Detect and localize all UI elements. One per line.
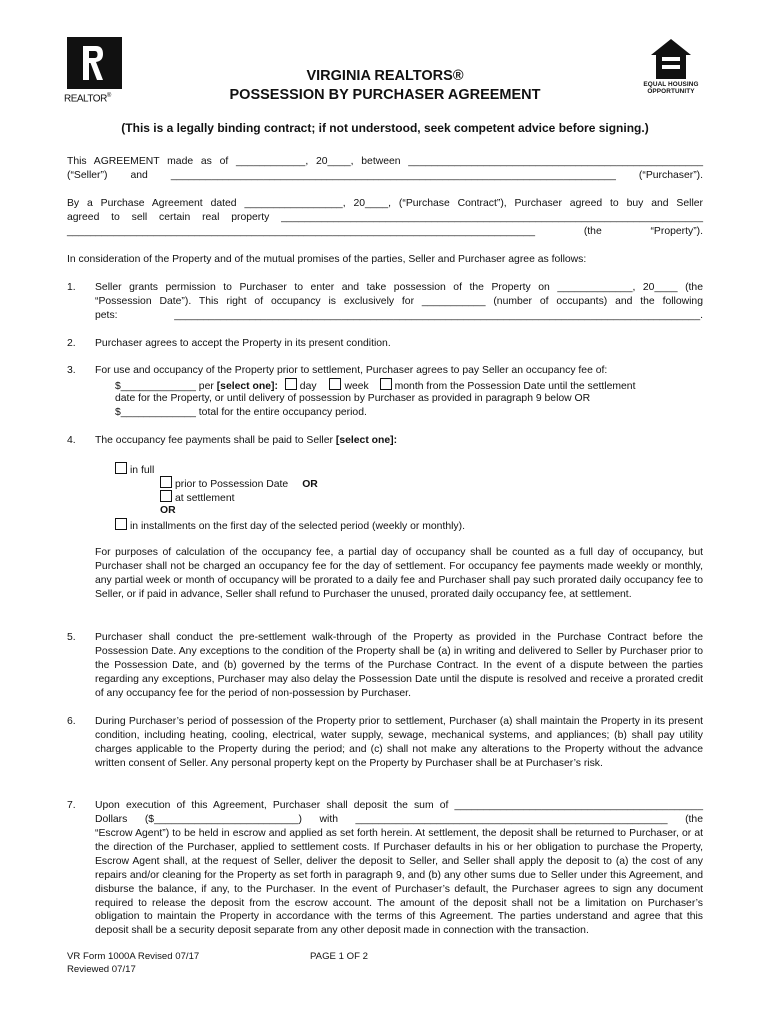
title-line-2: POSSESSION BY PURCHASER AGREEMENT bbox=[229, 87, 541, 103]
para-7-number: 7. bbox=[67, 800, 76, 811]
para-2-number: 2. bbox=[67, 338, 76, 349]
legal-notice: (This is a legally binding contract; if not understood, seek competent advice before signing.) bbox=[121, 121, 649, 135]
at-settlement-option[interactable]: at settlement bbox=[160, 490, 235, 506]
in-full-checkbox[interactable] bbox=[115, 462, 127, 474]
para-4-line-1: The occupancy fee payments shall be paid to Seller [select one]: bbox=[95, 435, 398, 446]
para-3-number: 3. bbox=[67, 365, 76, 376]
reviewed-date: Reviewed 07/17 bbox=[67, 964, 136, 975]
installments-option[interactable]: in installments on the first day of the selected period (weekly or monthly). bbox=[115, 518, 465, 534]
para-4-body: For purposes of calculation of the occupancy fee, a partial day of occupancy shall be counted as a full day of occupancy, but Purchaser shall not be charged an occupancy fee for the day of settlement. For occupancy fee payments made weekly or monthly, any partial week or month of occupancy will be prorated to a daily fee and Purchaser shall pay such prorated daily occupancy fee to Seller, or if paid in advance, Seller shall refund to Purchaser the unused, prorated daily occupancy fee, at settlement. bbox=[95, 547, 703, 600]
purchase-agreement-line: By a Purchase Agreement dated _________________, 20____, (“Purchase Contract”), Purchaser agreed to buy and Seller bbox=[67, 198, 703, 209]
or-label: OR bbox=[160, 505, 176, 516]
seller-purchaser-line: (“Seller”) and _____________________________________________________________________________ (“Purchaser”). bbox=[67, 170, 703, 181]
para-3-rate-line: $_____________ per [select one]: day week month from the Possession Date until the settlement bbox=[115, 378, 703, 394]
para-4-number: 4. bbox=[67, 435, 76, 446]
para-7-line-2: Dollars ($_________________________) with ______________________________________________________ (the bbox=[95, 814, 703, 825]
para-1-line-2: “Possession Date”). This right of occupancy is exclusively for ___________ (number of occupants) and the following bbox=[95, 296, 703, 307]
para-7-text: “Escrow Agent”) to be held in escrow and applied as set forth herein. At settlement, the deposit shall be returned to Purchaser, or at the direction of the Purchaser, applied to settlement costs. If Purchaser defaults in his or her obligation to purchase the Property, Escrow Agent shall, at the request of Seller, deliver the deposit to Seller, and Seller shall apply the deposit to (a) the cost of any repairs and/or cleaning for the Property as set forth in paragraph 9, and (b) any other sums due to Seller under this Agreement, and disburse the balance, if any, to the Purchaser. In the event of Purchaser’s default, the Purchaser agrees to sign any document required to release the deposit from the escrow account. The amount of the deposit shall not be a limitation on Purchaser’s obligation to maintain the Property in accordance with the terms of this Agreement. The parties understand and agree that this deposit shall be a security deposit separate from any other deposit made in connection with the transaction. bbox=[95, 828, 703, 937]
day-checkbox[interactable] bbox=[285, 378, 297, 390]
para-5-text: Purchaser shall conduct the pre-settlement walk-through of the Property as provided in the Purchase Contract before the Possession Date. Any exceptions to the condition of the Property shall be (a) in writing and delivered to Seller by Purchaser prior to the Possession Date, and (b) governed by the terms of the Purchase Contract. In the event of a dispute between the parties regarding any exceptions, Purchaser may also delay the Possession Date until the dispute is resolved and receive a prorated credit of any occupancy fee for the period of non-possession by Purchaser. bbox=[95, 632, 703, 699]
para-5-number: 5. bbox=[67, 632, 76, 643]
para-7-line-1: Upon execution of this Agreement, Purchaser shall deposit the sum of ___________________________________________ bbox=[95, 800, 703, 811]
form-revision: VR Form 1000A Revised 07/17 bbox=[67, 951, 200, 962]
para-1-line-3: pets: ___________________________________________________________________________________________. bbox=[95, 310, 703, 321]
realtor-r-icon bbox=[81, 44, 105, 82]
equal-housing-house-icon bbox=[650, 38, 692, 80]
at-settlement-checkbox[interactable] bbox=[160, 490, 172, 502]
month-checkbox[interactable] bbox=[380, 378, 392, 390]
page-number: PAGE 1 OF 2 bbox=[310, 951, 368, 962]
para-6-number: 6. bbox=[67, 716, 76, 727]
para-3-line-4: $_____________ total for the entire occupancy period. bbox=[115, 407, 367, 418]
property-line-2: _________________________________________________________________________________ (the “Property”). bbox=[67, 226, 703, 237]
in-full-option[interactable]: in full bbox=[115, 462, 154, 478]
para-6-text: During Purchaser’s period of possession of the Property prior to settlement, Purchaser (a) shall maintain the Property in its present condition, including heating, cooling, electrical, water supply, sewage, mechanical systems, and appliances; (b) shall pay utility charges applicable to the Property during the period; and (c) shall not make any alterations to the Property without the advance written consent of Seller. Any personal property kept on the Property by Purchaser shall be at Purchaser’s risk. bbox=[95, 716, 703, 769]
realtor-logo bbox=[67, 37, 122, 89]
title-line-1: VIRGINIA REALTORS® bbox=[306, 68, 464, 84]
realtor-wordmark: REALTOR® bbox=[64, 93, 111, 105]
para-1-line-1: Seller grants permission to Purchaser to enter and take possession of the Property on _____________, 20____ (the bbox=[95, 282, 703, 293]
para-2-text: Purchaser agrees to accept the Property in its present condition. bbox=[95, 338, 391, 349]
week-checkbox[interactable] bbox=[329, 378, 341, 390]
agreement-date-line: This AGREEMENT made as of ____________, 20____, between ___________________________________________________ bbox=[67, 156, 703, 167]
installments-checkbox[interactable] bbox=[115, 518, 127, 530]
para-3-line-1: For use and occupancy of the Property prior to settlement, Purchaser agrees to pay Seller an occupancy fee of: bbox=[95, 365, 608, 376]
consideration-line: In consideration of the Property and of the mutual promises of the parties, Seller and Purchaser agree as follows: bbox=[67, 254, 587, 265]
property-line: agreed to sell certain real property _________________________________________________________________________ bbox=[67, 212, 703, 223]
para-3-line-3: date for the Property, or until delivery of possession by Purchaser as provided in paragraph 9 below OR bbox=[115, 393, 591, 404]
prior-option[interactable]: prior to Possession Date OR bbox=[160, 476, 318, 492]
para-1-number: 1. bbox=[67, 282, 76, 293]
equal-housing-logo: EQUAL HOUSING OPPORTUNITY bbox=[640, 38, 702, 98]
prior-checkbox[interactable] bbox=[160, 476, 172, 488]
